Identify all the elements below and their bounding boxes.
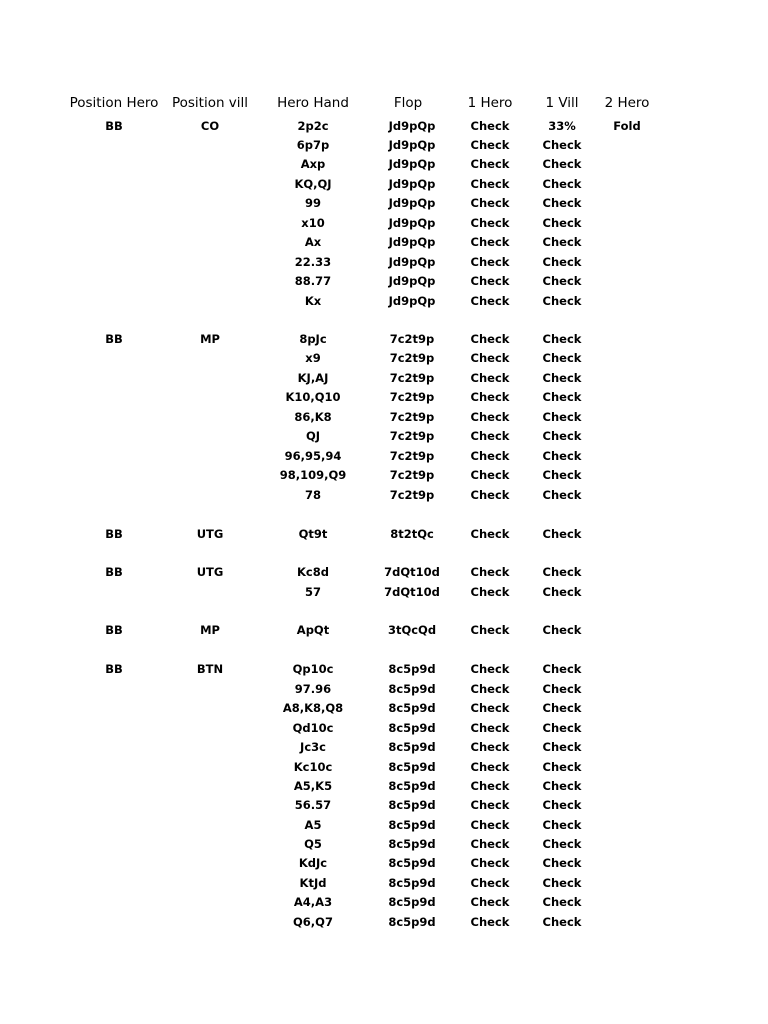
cell-vill-action-1: Check — [542, 196, 582, 210]
table-row — [0, 155, 768, 174]
cell-position-vill: CO — [200, 119, 220, 133]
cell-hero-hand: 78 — [304, 488, 322, 502]
table-row — [0, 680, 768, 699]
cell-position-hero: BB — [105, 662, 123, 676]
cell-position-vill: MP — [200, 623, 220, 637]
cell-flop: 3tQcQd — [387, 623, 437, 637]
table-row — [0, 214, 768, 233]
cell-hero-action-1: Check — [470, 701, 510, 715]
table-row — [0, 233, 768, 252]
cell-flop: 7c2t9p — [389, 332, 435, 346]
cell-hero-action-1: Check — [470, 332, 510, 346]
cell-hero-hand: A5,K5 — [293, 779, 333, 793]
cell-hero-hand: Qt9t — [298, 527, 328, 541]
cell-flop: Jd9pQp — [388, 294, 436, 308]
cell-vill-action-1: Check — [542, 294, 582, 308]
cell-hero-hand: K10,Q10 — [285, 390, 341, 404]
cell-hero-hand: Kx — [304, 294, 322, 308]
cell-vill-action-1: Check — [542, 390, 582, 404]
cell-hero-hand: KtJd — [299, 876, 327, 890]
table-row — [0, 369, 768, 388]
cell-hero-action-1: Check — [470, 837, 510, 851]
cell-vill-action-1: Check — [542, 876, 582, 890]
cell-hero-hand: Axp — [300, 157, 326, 171]
cell-hero-hand: Kc8d — [297, 565, 329, 579]
cell-hero-action-1: Check — [470, 390, 510, 404]
table-row — [0, 427, 768, 446]
cell-hero-action-1: Check — [470, 895, 510, 909]
header-1-hero: 1 Hero — [467, 95, 513, 111]
cell-flop: Jd9pQp — [388, 157, 436, 171]
header-position-hero: Position Hero — [69, 95, 159, 111]
cell-vill-action-1: Check — [542, 332, 582, 346]
table-row — [0, 194, 768, 213]
header-1-vill: 1 Vill — [545, 95, 579, 111]
cell-vill-action-1: Check — [542, 235, 582, 249]
cell-hero-hand: QJ — [305, 429, 321, 443]
cell-hero-hand: 99 — [304, 196, 322, 210]
cell-flop: 7c2t9p — [389, 351, 435, 365]
cell-flop: 8c5p9d — [388, 818, 436, 832]
cell-flop: 8c5p9d — [388, 662, 436, 676]
table-row — [0, 447, 768, 466]
cell-vill-action-1: Check — [542, 779, 582, 793]
cell-position-hero: BB — [105, 565, 123, 579]
header-hero-hand: Hero Hand — [277, 95, 349, 111]
cell-flop: 7c2t9p — [389, 468, 435, 482]
cell-flop: 7c2t9p — [389, 449, 435, 463]
cell-vill-action-1: Check — [542, 760, 582, 774]
table-row — [0, 466, 768, 485]
cell-hero-action-1: Check — [470, 468, 510, 482]
cell-vill-action-1: Check — [542, 818, 582, 832]
cell-hero-hand: ApQt — [296, 623, 330, 637]
cell-hero-action-1: Check — [470, 527, 510, 541]
cell-position-hero: BB — [105, 119, 123, 133]
cell-hero-hand: A8,K8,Q8 — [282, 701, 344, 715]
cell-hero-action-1: Check — [470, 488, 510, 502]
cell-vill-action-1: Check — [542, 255, 582, 269]
cell-flop: 8c5p9d — [388, 682, 436, 696]
cell-hero-action-1: Check — [470, 779, 510, 793]
cell-position-vill: UTG — [196, 565, 224, 579]
cell-vill-action-1: Check — [542, 740, 582, 754]
cell-vill-action-1: Check — [542, 798, 582, 812]
header-2-hero: 2 Hero — [604, 95, 650, 111]
cell-hero-action-1: Check — [470, 760, 510, 774]
header-row — [0, 95, 768, 115]
cell-flop: 8c5p9d — [388, 837, 436, 851]
cell-flop: 8c5p9d — [388, 798, 436, 812]
cell-hero-hand: 56.57 — [294, 798, 332, 812]
table-row — [0, 136, 768, 155]
cell-hero-hand: 88.77 — [294, 274, 332, 288]
cell-flop: 8t2tQc — [390, 527, 434, 541]
table-row — [0, 117, 768, 136]
cell-position-vill: UTG — [196, 527, 224, 541]
cell-hero-hand: KJ,AJ — [297, 371, 329, 385]
cell-flop: Jd9pQp — [388, 196, 436, 210]
header-flop: Flop — [393, 95, 423, 111]
cell-hero-action-1: Check — [470, 410, 510, 424]
cell-hero-action-1: Check — [470, 856, 510, 870]
cell-flop: 7dQt10d — [384, 585, 440, 599]
cell-vill-action-1: Check — [542, 449, 582, 463]
table-row — [0, 621, 768, 640]
cell-vill-action-1: Check — [542, 177, 582, 191]
cell-hero-action-1: Check — [470, 623, 510, 637]
cell-vill-action-1: Check — [542, 138, 582, 152]
cell-hero-hand: Ax — [304, 235, 322, 249]
table-row — [0, 253, 768, 272]
cell-hero-hand: 96,95,94 — [284, 449, 342, 463]
table-row — [0, 913, 768, 932]
cell-hero-hand: KdJc — [298, 856, 328, 870]
cell-hero-hand: 57 — [304, 585, 322, 599]
cell-flop: Jd9pQp — [388, 119, 436, 133]
cell-hero-action-1: Check — [470, 798, 510, 812]
cell-hero-hand: Qp10c — [292, 662, 334, 676]
cell-position-vill: MP — [200, 332, 220, 346]
cell-hero-action-1: Check — [470, 662, 510, 676]
cell-hero-action-1: Check — [470, 216, 510, 230]
cell-hero-hand: 97.96 — [294, 682, 332, 696]
cell-hero-action-1: Check — [470, 565, 510, 579]
cell-hero-hand: 98,109,Q9 — [279, 468, 347, 482]
cell-hero-action-2: Fold — [613, 119, 641, 133]
table-row — [0, 292, 768, 311]
cell-vill-action-1: Check — [542, 721, 582, 735]
cell-flop: 8c5p9d — [388, 915, 436, 929]
table-row — [0, 660, 768, 679]
cell-vill-action-1: Check — [542, 429, 582, 443]
table-row — [0, 796, 768, 815]
table-row — [0, 893, 768, 912]
cell-hero-hand: 8pJc — [299, 332, 327, 346]
cell-hero-action-1: Check — [470, 274, 510, 288]
table-row — [0, 583, 768, 602]
cell-hero-action-1: Check — [470, 429, 510, 443]
cell-hero-action-1: Check — [470, 371, 510, 385]
cell-flop: Jd9pQp — [388, 274, 436, 288]
cell-hero-action-1: Check — [470, 449, 510, 463]
cell-hero-hand: A5 — [304, 818, 322, 832]
cell-vill-action-1: Check — [542, 274, 582, 288]
cell-flop: 7dQt10d — [384, 565, 440, 579]
cell-position-hero: BB — [105, 527, 123, 541]
cell-vill-action-1: Check — [542, 371, 582, 385]
cell-flop: 7c2t9p — [389, 429, 435, 443]
cell-flop: Jd9pQp — [388, 255, 436, 269]
table-row — [0, 854, 768, 873]
cell-flop: Jd9pQp — [388, 138, 436, 152]
cell-vill-action-1: Check — [542, 468, 582, 482]
cell-hero-hand: x10 — [301, 216, 325, 230]
cell-hero-action-1: Check — [470, 915, 510, 929]
cell-hero-action-1: Check — [470, 196, 510, 210]
cell-vill-action-1: Check — [542, 682, 582, 696]
cell-hero-hand: Jc3c — [300, 740, 326, 754]
cell-flop: 8c5p9d — [388, 779, 436, 793]
cell-flop: 8c5p9d — [388, 721, 436, 735]
table-row — [0, 719, 768, 738]
cell-hero-action-1: Check — [470, 119, 510, 133]
cell-flop: 8c5p9d — [388, 760, 436, 774]
cell-hero-action-1: Check — [470, 682, 510, 696]
table-row — [0, 699, 768, 718]
cell-flop: 7c2t9p — [389, 488, 435, 502]
cell-hero-hand: 6p7p — [296, 138, 330, 152]
cell-hero-action-1: Check — [470, 876, 510, 890]
cell-vill-action-1: Check — [542, 623, 582, 637]
cell-vill-action-1: Check — [542, 410, 582, 424]
table-row — [0, 777, 768, 796]
table-row — [0, 563, 768, 582]
cell-hero-action-1: Check — [470, 294, 510, 308]
cell-hero-action-1: Check — [470, 351, 510, 365]
cell-hero-hand: Q5 — [304, 837, 322, 851]
cell-flop: 7c2t9p — [389, 371, 435, 385]
cell-flop: 8c5p9d — [388, 876, 436, 890]
table-row — [0, 272, 768, 291]
cell-vill-action-1: Check — [542, 856, 582, 870]
cell-vill-action-1: Check — [542, 565, 582, 579]
table-row — [0, 835, 768, 854]
cell-hero-action-1: Check — [470, 235, 510, 249]
cell-hero-action-1: Check — [470, 740, 510, 754]
table-row — [0, 486, 768, 505]
cell-flop: Jd9pQp — [388, 177, 436, 191]
cell-position-vill: BTN — [196, 662, 224, 676]
cell-position-hero: BB — [105, 623, 123, 637]
header-position-vill: Position vill — [171, 95, 249, 111]
cell-hero-action-1: Check — [470, 818, 510, 832]
cell-vill-action-1: Check — [542, 157, 582, 171]
table-row — [0, 349, 768, 368]
cell-hero-hand: x9 — [305, 351, 321, 365]
cell-vill-action-1: Check — [542, 837, 582, 851]
cell-hero-action-1: Check — [470, 177, 510, 191]
cell-flop: 7c2t9p — [389, 390, 435, 404]
cell-hero-action-1: Check — [470, 585, 510, 599]
cell-vill-action-1: Check — [542, 488, 582, 502]
table-row — [0, 388, 768, 407]
cell-hero-hand: 22.33 — [294, 255, 332, 269]
cell-position-hero: BB — [105, 332, 123, 346]
cell-vill-action-1: Check — [542, 701, 582, 715]
table-row — [0, 175, 768, 194]
cell-hero-hand: 2p2c — [297, 119, 329, 133]
cell-vill-action-1: 33% — [548, 119, 576, 133]
table-row — [0, 758, 768, 777]
cell-hero-hand: KQ,QJ — [294, 177, 332, 191]
cell-flop: Jd9pQp — [388, 216, 436, 230]
cell-flop: 8c5p9d — [388, 701, 436, 715]
cell-flop: 8c5p9d — [388, 895, 436, 909]
cell-hero-hand: Q6,Q7 — [293, 915, 333, 929]
cell-hero-action-1: Check — [470, 138, 510, 152]
table-row — [0, 816, 768, 835]
cell-hero-hand: A4,A3 — [293, 895, 333, 909]
cell-vill-action-1: Check — [542, 585, 582, 599]
cell-vill-action-1: Check — [542, 351, 582, 365]
cell-hero-action-1: Check — [470, 157, 510, 171]
table-row — [0, 408, 768, 427]
cell-hero-hand: Qd10c — [292, 721, 334, 735]
cell-flop: 7c2t9p — [389, 410, 435, 424]
cell-vill-action-1: Check — [542, 915, 582, 929]
cell-hero-hand: 86,K8 — [294, 410, 332, 424]
cell-vill-action-1: Check — [542, 527, 582, 541]
cell-flop: 8c5p9d — [388, 740, 436, 754]
table-row — [0, 330, 768, 349]
table-row — [0, 738, 768, 757]
table-row — [0, 874, 768, 893]
cell-vill-action-1: Check — [542, 895, 582, 909]
table-row — [0, 525, 768, 544]
cell-vill-action-1: Check — [542, 662, 582, 676]
cell-vill-action-1: Check — [542, 216, 582, 230]
cell-flop: Jd9pQp — [388, 235, 436, 249]
cell-hero-action-1: Check — [470, 255, 510, 269]
cell-hero-hand: Kc10c — [293, 760, 333, 774]
cell-hero-action-1: Check — [470, 721, 510, 735]
cell-flop: 8c5p9d — [388, 856, 436, 870]
